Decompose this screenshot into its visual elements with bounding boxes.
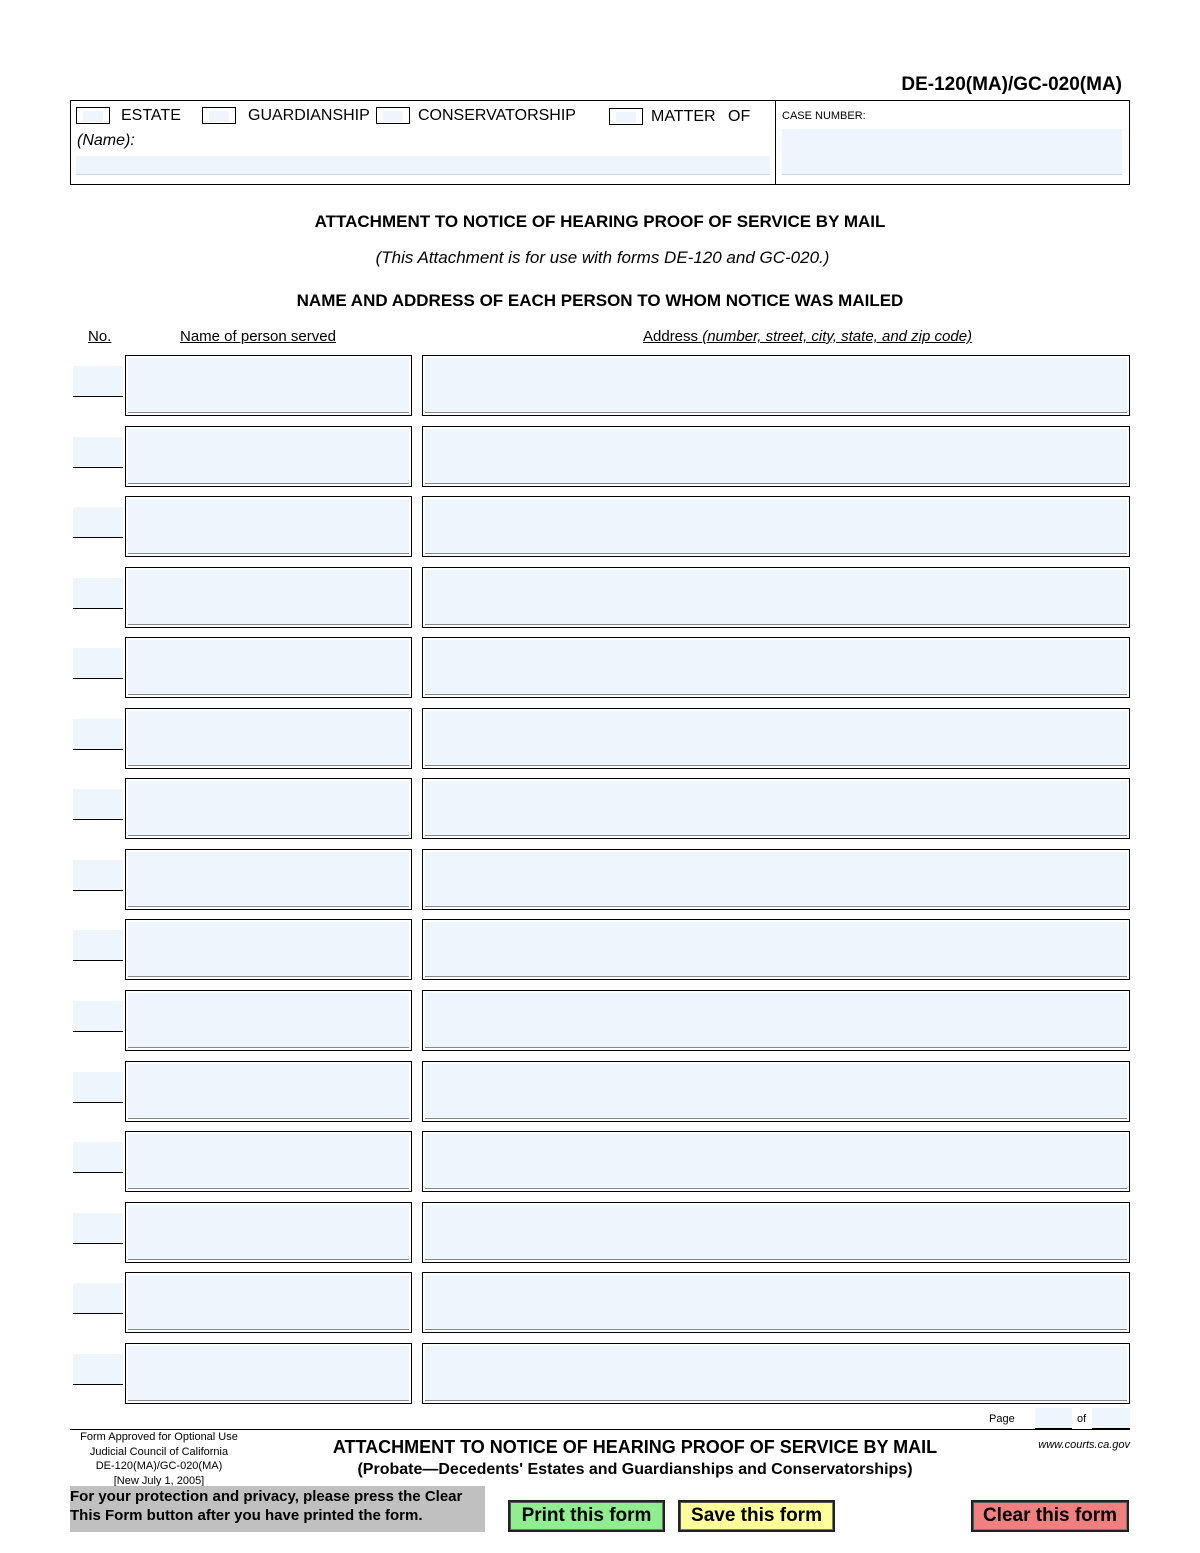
person-address-value — [425, 499, 1127, 554]
attachment-subtitle: (This Attachment is for use with forms DE-120 and GC-020.) — [375, 248, 830, 267]
row-number-field[interactable] — [73, 1283, 123, 1314]
person-address-value — [425, 1205, 1127, 1260]
conservatorship-checkbox[interactable] — [376, 107, 410, 124]
person-name-field[interactable] — [125, 1061, 412, 1122]
caption-divider — [775, 101, 776, 184]
person-address-value — [425, 429, 1127, 484]
person-address-field[interactable] — [422, 567, 1130, 628]
person-address-value — [425, 711, 1127, 766]
person-name-field[interactable] — [125, 778, 412, 839]
case-number-field[interactable] — [782, 129, 1122, 175]
person-address-field[interactable] — [422, 1131, 1130, 1192]
person-name-value — [128, 1275, 409, 1330]
footer-title: ATTACHMENT TO NOTICE OF HEARING PROOF OF SERVICE BY MAIL — [332, 1437, 938, 1457]
matter-label: MATTER — [651, 108, 716, 125]
of-label: OF — [728, 108, 751, 125]
estate-checkbox[interactable] — [76, 107, 110, 124]
person-name-field[interactable] — [125, 637, 412, 698]
footer-subtitle: (Probate—Decedents' Estates and Guardianships and Conservatorships) — [357, 1461, 913, 1478]
person-name-field[interactable] — [125, 355, 412, 416]
clear-form-button[interactable]: Clear this form — [971, 1500, 1129, 1532]
privacy-notice — [70, 1486, 485, 1532]
person-name-field[interactable] — [125, 567, 412, 628]
person-address-field[interactable] — [422, 778, 1130, 839]
person-address-field[interactable] — [422, 355, 1130, 416]
person-address-value — [425, 1134, 1127, 1189]
estate-label: ESTATE — [121, 107, 181, 124]
column-header-address — [643, 328, 972, 345]
approval-block — [70, 1430, 248, 1488]
guardianship-label: GUARDIANSHIP — [248, 107, 370, 124]
website-link[interactable]: www.courts.ca.gov — [1038, 1439, 1130, 1451]
person-address-field[interactable] — [422, 849, 1130, 910]
person-address-field[interactable] — [422, 990, 1130, 1051]
save-form-button[interactable]: Save this form — [678, 1500, 835, 1532]
page-number-field[interactable] — [1035, 1408, 1072, 1429]
person-name-field[interactable] — [125, 990, 412, 1051]
row-number-field[interactable] — [73, 860, 123, 891]
person-name-value — [128, 1064, 409, 1119]
person-name-field[interactable] — [125, 1343, 412, 1404]
person-address-value — [425, 1064, 1127, 1119]
form-number: DE-120(MA)/GC-020(MA) — [901, 74, 1122, 95]
person-name-value — [128, 993, 409, 1048]
person-address-value — [425, 781, 1127, 836]
person-address-field[interactable] — [422, 496, 1130, 557]
privacy-line: For your protection and privacy, please press the Clear — [70, 1488, 463, 1505]
row-number-field[interactable] — [73, 366, 123, 397]
page-label: Page — [989, 1413, 1015, 1425]
approval-line: DE-120(MA)/GC-020(MA) — [95, 1460, 223, 1472]
person-name-value — [128, 1205, 409, 1260]
approval-line: Judicial Council of California — [89, 1445, 229, 1458]
page-of-label: of — [1077, 1413, 1087, 1425]
privacy-line: This Form button after you have printed the form. — [70, 1507, 423, 1524]
print-form-button[interactable]: Print this form — [508, 1500, 665, 1532]
person-address-field[interactable] — [422, 708, 1130, 769]
person-name-field[interactable] — [125, 496, 412, 557]
person-address-value — [425, 570, 1127, 625]
row-number-field[interactable] — [73, 789, 123, 820]
row-number-field[interactable] — [73, 437, 123, 468]
person-address-field[interactable] — [422, 919, 1130, 980]
person-name-field[interactable] — [125, 426, 412, 487]
row-number-field[interactable] — [73, 578, 123, 609]
approval-line: Form Approved for Optional Use — [80, 1431, 238, 1443]
page-total-field[interactable] — [1092, 1408, 1130, 1429]
person-name-value — [128, 781, 409, 836]
person-address-field[interactable] — [422, 1343, 1130, 1404]
main-title: ATTACHMENT TO NOTICE OF HEARING PROOF OF SERVICE BY MAIL — [314, 212, 886, 231]
person-address-value — [425, 1275, 1127, 1330]
row-number-field[interactable] — [73, 1213, 123, 1244]
column-header-address-label: Address — [643, 328, 699, 345]
person-address-field[interactable] — [422, 1061, 1130, 1122]
person-name-value — [128, 640, 409, 695]
person-address-field[interactable] — [422, 426, 1130, 487]
person-name-value — [128, 1346, 409, 1401]
row-number-field[interactable] — [73, 1142, 123, 1173]
row-number-field[interactable] — [73, 1354, 123, 1385]
person-address-field[interactable] — [422, 1202, 1130, 1263]
guardianship-checkbox[interactable] — [202, 107, 236, 124]
case-number-label: CASE NUMBER: — [782, 110, 866, 122]
person-name-field[interactable] — [125, 1131, 412, 1192]
section-title: NAME AND ADDRESS OF EACH PERSON TO WHOM NOTICE WAS MAILED — [296, 291, 904, 310]
approval-line: [New July 1, 2005] — [113, 1474, 205, 1487]
person-address-value — [425, 993, 1127, 1048]
person-address-value — [425, 358, 1127, 413]
name-field[interactable] — [76, 156, 770, 175]
row-number-field[interactable] — [73, 1001, 123, 1032]
row-number-field[interactable] — [73, 648, 123, 679]
person-name-value — [128, 499, 409, 554]
person-name-value — [128, 429, 409, 484]
person-name-value — [128, 570, 409, 625]
row-number-field[interactable] — [73, 930, 123, 961]
person-address-value — [425, 852, 1127, 907]
person-name-field[interactable] — [125, 1272, 412, 1333]
person-address-field[interactable] — [422, 1272, 1130, 1333]
person-name-value — [128, 1134, 409, 1189]
column-header-address-hint: (number, street, city, state, and zip code) — [702, 328, 973, 345]
name-label: (Name): — [77, 132, 135, 149]
person-name-field[interactable] — [125, 849, 412, 910]
column-header-name: Name of person served — [180, 328, 336, 345]
person-name-value — [128, 358, 409, 413]
matter-checkbox[interactable] — [609, 108, 643, 125]
person-name-field[interactable] — [125, 1202, 412, 1263]
person-name-value — [128, 922, 409, 977]
person-name-value — [128, 711, 409, 766]
person-name-field[interactable] — [125, 708, 412, 769]
person-name-value — [128, 852, 409, 907]
row-number-field[interactable] — [73, 719, 123, 750]
person-address-value — [425, 640, 1127, 695]
conservatorship-label: CONSERVATORSHIP — [418, 107, 576, 124]
row-number-field[interactable] — [73, 1072, 123, 1103]
person-address-field[interactable] — [422, 637, 1130, 698]
row-number-field[interactable] — [73, 507, 123, 538]
column-header-no: No. — [88, 328, 112, 345]
person-address-value — [425, 922, 1127, 977]
person-name-field[interactable] — [125, 919, 412, 980]
person-address-value — [425, 1346, 1127, 1401]
